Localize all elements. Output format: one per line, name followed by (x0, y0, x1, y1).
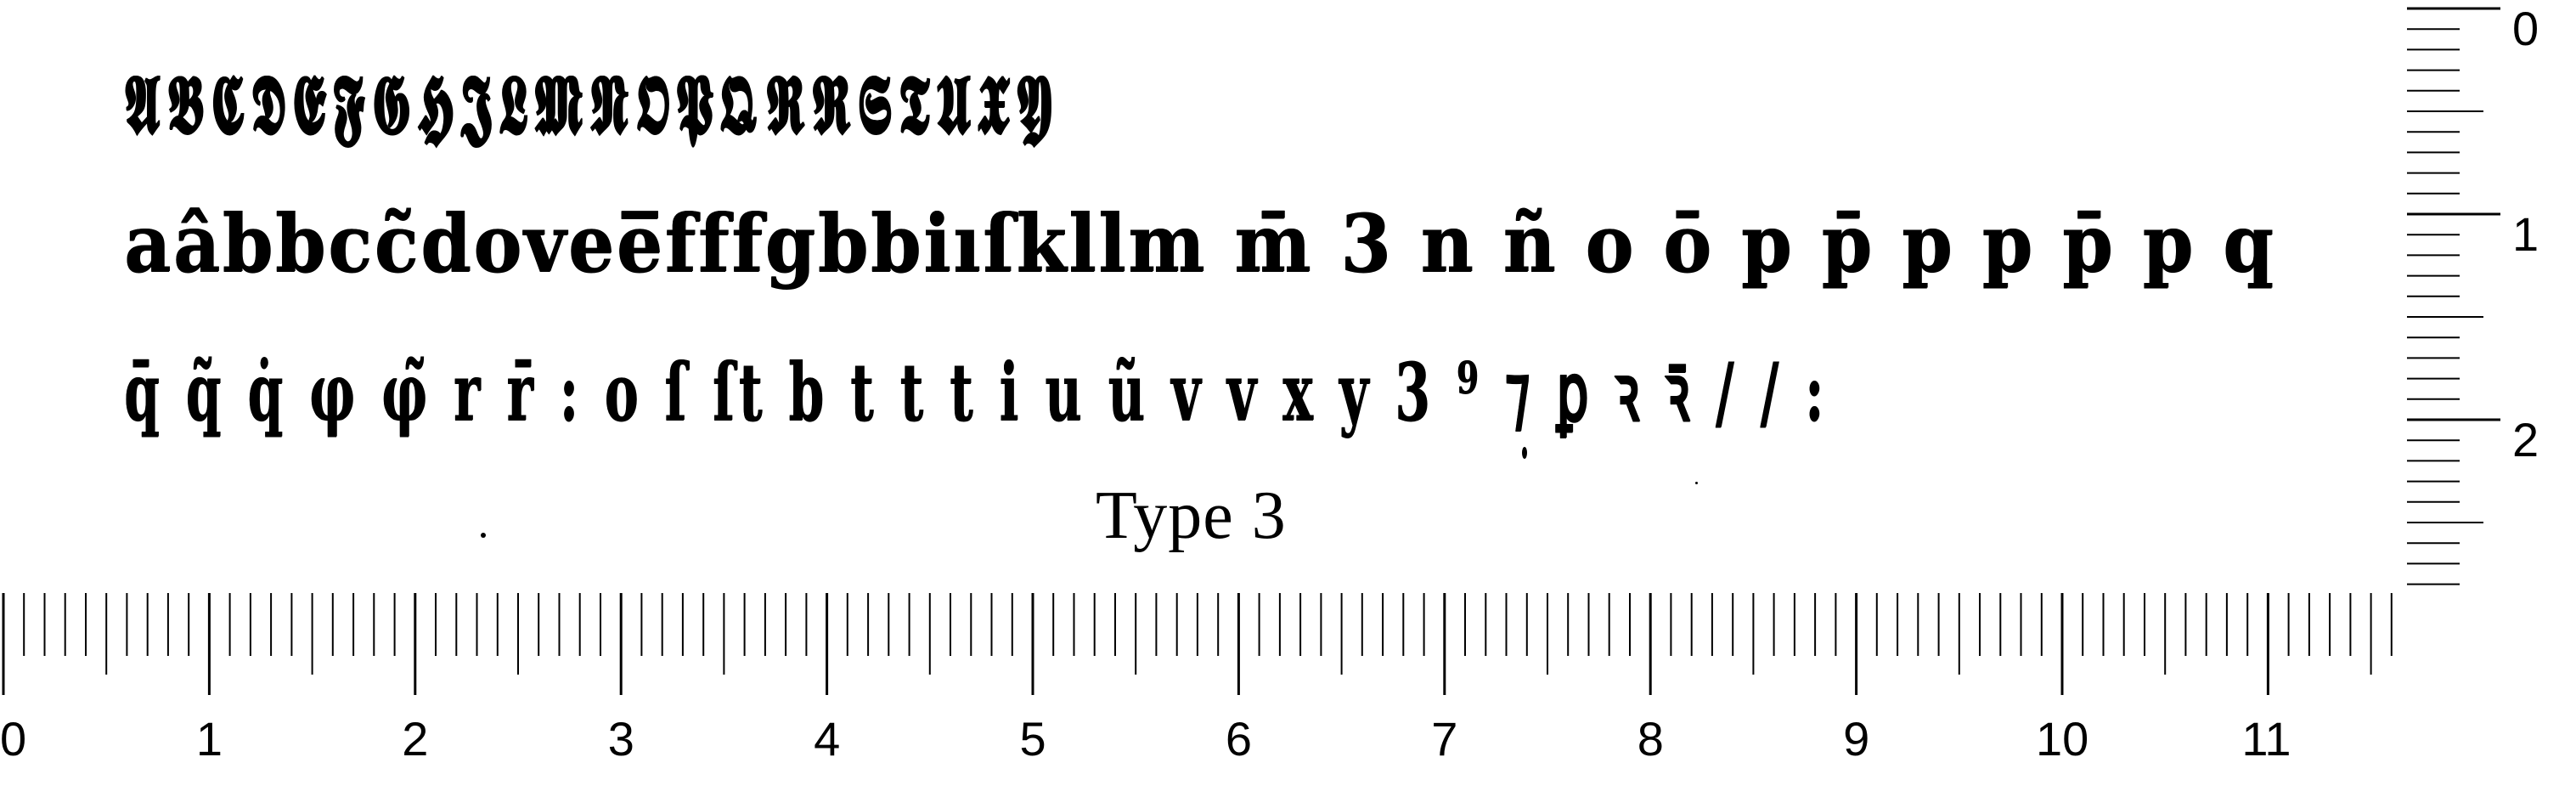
vertical-ruler (2404, 0, 2576, 586)
vertical-ruler-ticks (2404, 0, 2576, 586)
ruler-label: 8 (1637, 712, 1664, 766)
ruler-label: 5 (1019, 712, 1046, 766)
ruler-label: 1 (2512, 207, 2539, 261)
ink-speck (1522, 447, 1527, 459)
capital-letters-row: 𝕬𝕭𝕮𝕯𝕰𝕱𝕲𝕳𝕵𝕷𝕸𝕹𝕺𝕻𝕼𝕽𝕽𝕾𝕿𝖀𝖃𝖄 (124, 56, 1060, 152)
ruler-label: 4 (814, 712, 841, 766)
specimen-caption: Type 3 (1096, 478, 1287, 553)
ruler-label: 1 (195, 712, 223, 766)
lowercase-letters-row-1: aâbbcc̃dovee̅fffgbbiıſkllm m̄ 3 n ñ o ō p p̄ p p p̄ p q (124, 197, 2276, 291)
ruler-label: 3 (607, 712, 634, 766)
ruler-label: 0 (0, 712, 27, 766)
ink-speck (481, 533, 486, 538)
ruler-label: 2 (402, 712, 429, 766)
ruler-label: 10 (2036, 712, 2089, 766)
ruler-label: 11 (2241, 712, 2291, 766)
ruler-label: 2 (2512, 413, 2539, 466)
ruler-label: 7 (1431, 712, 1458, 766)
ruler-label: 0 (2512, 2, 2539, 55)
lowercase-letters-row-2: q̄ q̃ q̇ φ φ̃ r r̄ : o ſ ſt b t t t i u ũ v v x y 3 ⁹ ⁊ ꝑ ꝛ ꝛ̄ / / : (124, 346, 1829, 439)
ruler-label: 6 (1225, 712, 1253, 766)
ruler-label: 9 (1843, 712, 1870, 766)
ink-speck (1695, 482, 1698, 484)
